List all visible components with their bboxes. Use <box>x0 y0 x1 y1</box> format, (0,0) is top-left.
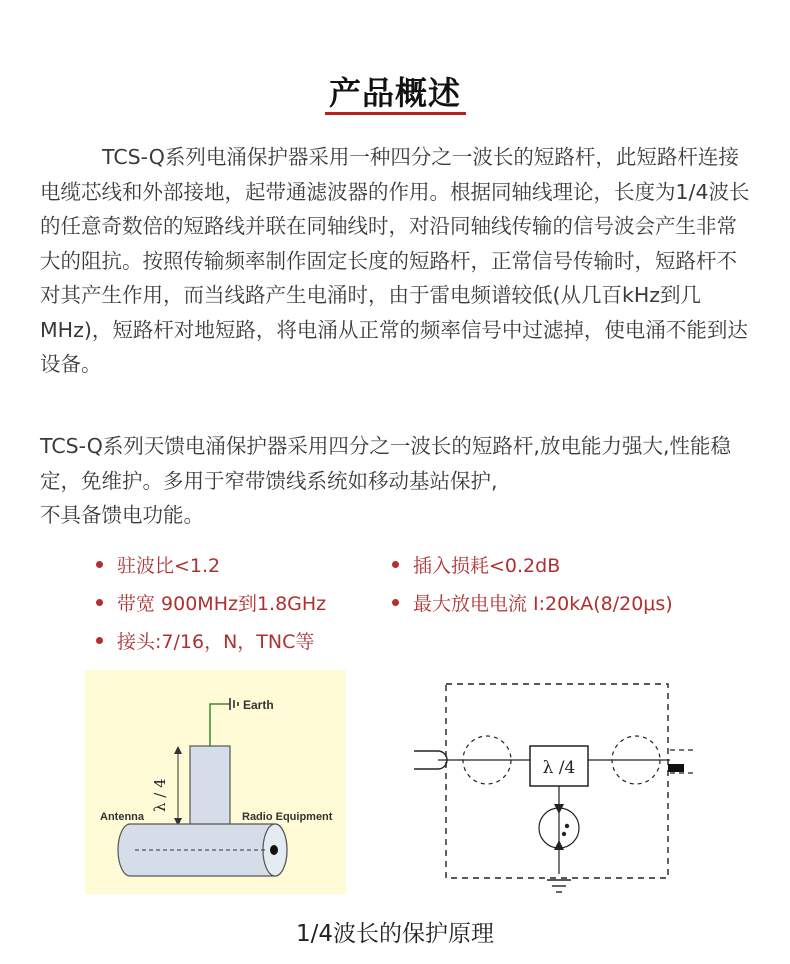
description-paragraph-2-text: TCS-Q系列天馈电涌保护器采用四分之一波长的短路杆,放电能力强大,性能稳定，免维护。多用于窄带馈线系统如移动基站保护, <box>40 434 731 493</box>
spec-item <box>392 589 673 616</box>
radio-equipment-label: Radio Equipment <box>242 811 333 823</box>
bullet-icon <box>392 599 399 606</box>
spec-max-discharge: 最大放电电流 I:20kA(8/20μs) <box>413 593 673 615</box>
bullet-icon <box>96 637 103 644</box>
spec-bandwidth: 带宽 900MHz到1.8GHz <box>117 593 327 615</box>
output-connector-icon <box>668 764 684 772</box>
section-title: 产品概述 <box>328 74 461 112</box>
spec-item <box>392 551 560 578</box>
spec-vswr: 驻波比<1.2 <box>117 555 221 577</box>
earth-label: Earth <box>243 698 274 712</box>
center-conductor <box>270 845 278 855</box>
spec-insertion-loss: 插入损耗<0.2dB <box>413 555 561 577</box>
discharge-dot <box>565 824 569 828</box>
bullet-icon <box>96 599 103 606</box>
lambda-label: λ / 4 <box>151 778 169 812</box>
spec-item <box>96 627 314 654</box>
spec-item <box>96 551 220 578</box>
ground-icon <box>547 880 571 892</box>
bullet-icon <box>96 561 103 568</box>
quarter-wave-stub-diagram <box>85 670 346 894</box>
spec-connectors: 接头:7/16，N，TNC等 <box>117 631 315 653</box>
bullet-icon <box>392 561 399 568</box>
description-paragraph-1: TCS-Q系列电涌保护器采用一种四分之一波长的短路杆，此短路杆连接电缆芯线和外部接地，起带通滤波器的作用。根据同轴线理论，长度为1/4波长的任意奇数倍的短路线并联在同轴线时，对沿同轴线传输的信号波会产生非常大的阻抗。按照传输频率制作固定长度的短路杆，正常信号传输时，短路杆不对其产生作用，而当线路产生电涌时，由于雷电频谱较低(从几百kHz到几MHz)，短路杆对地短路，将电涌从正常的频率信号中过滤掉，使电涌不能到达设备。 <box>40 145 750 376</box>
arrow-down-icon <box>554 804 564 814</box>
figure-caption: 1/4波长的保护原理 <box>295 921 494 947</box>
title-underline <box>325 112 466 115</box>
spec-item <box>96 589 326 616</box>
protection-schematic <box>412 680 712 910</box>
antenna-label: Antenna <box>100 811 144 823</box>
stub-body <box>190 746 230 826</box>
discharge-dot <box>562 832 566 836</box>
description-paragraph-2-end: 不具备馈电功能。 <box>40 503 204 527</box>
description-paragraph-2 <box>40 429 752 533</box>
quarter-wave-label: λ /4 <box>542 758 576 778</box>
